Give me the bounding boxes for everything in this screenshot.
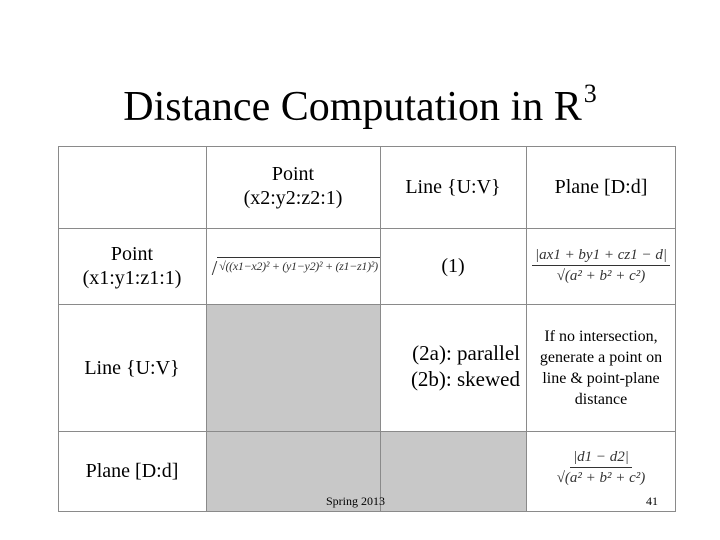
row-header-plane: Plane [D:d]: [85, 460, 179, 482]
shaded-cell-plane-line: [380, 431, 526, 512]
row-header-point: Point (x1:y1:z1:1): [82, 243, 182, 289]
cell-point-point: [208, 240, 378, 290]
slide-title: [0, 68, 720, 133]
cell-plane-plane: [526, 434, 676, 502]
slide-title-text: Distance Computation in R: [123, 84, 582, 130]
distance-table: [58, 146, 676, 512]
cell-point-plane: [526, 228, 676, 304]
col-header-plane: Plane [D:d]: [554, 176, 648, 198]
shaded-cell-line-point: [206, 304, 380, 431]
cell-line-line: (2a): parallel (2b): skewed: [410, 341, 520, 391]
col-header-point: Point (x2:y2:z2:1): [243, 163, 343, 209]
plane-plane-distance-formula: $\frac{|d1 - d2|}{\text{√(a² + b² + c²)}}$: [556, 449, 646, 486]
point-plane-distance-formula: $\frac{|ax1 + by1 + cz1 - d|}{\text{√(a² + b² + c²)}}$: [532, 246, 670, 286]
cell-point-line: (1): [441, 255, 465, 277]
footer-term: Spring 2013: [326, 494, 386, 508]
slide-title-superscript: 3: [583, 79, 597, 108]
grid-line-bottom: [58, 511, 676, 512]
cell-line-plane: If no intersection, generate a point on line & point-plane distance: [539, 327, 663, 408]
col-header-line: Line {U:V}: [405, 176, 501, 198]
point-point-distance-formula: √((x1−x2)² + (y1−y2)² + (z1−z1)²): [206, 257, 380, 274]
footer-page-number: 41: [646, 494, 658, 508]
row-header-line: Line {U:V}: [84, 356, 180, 379]
